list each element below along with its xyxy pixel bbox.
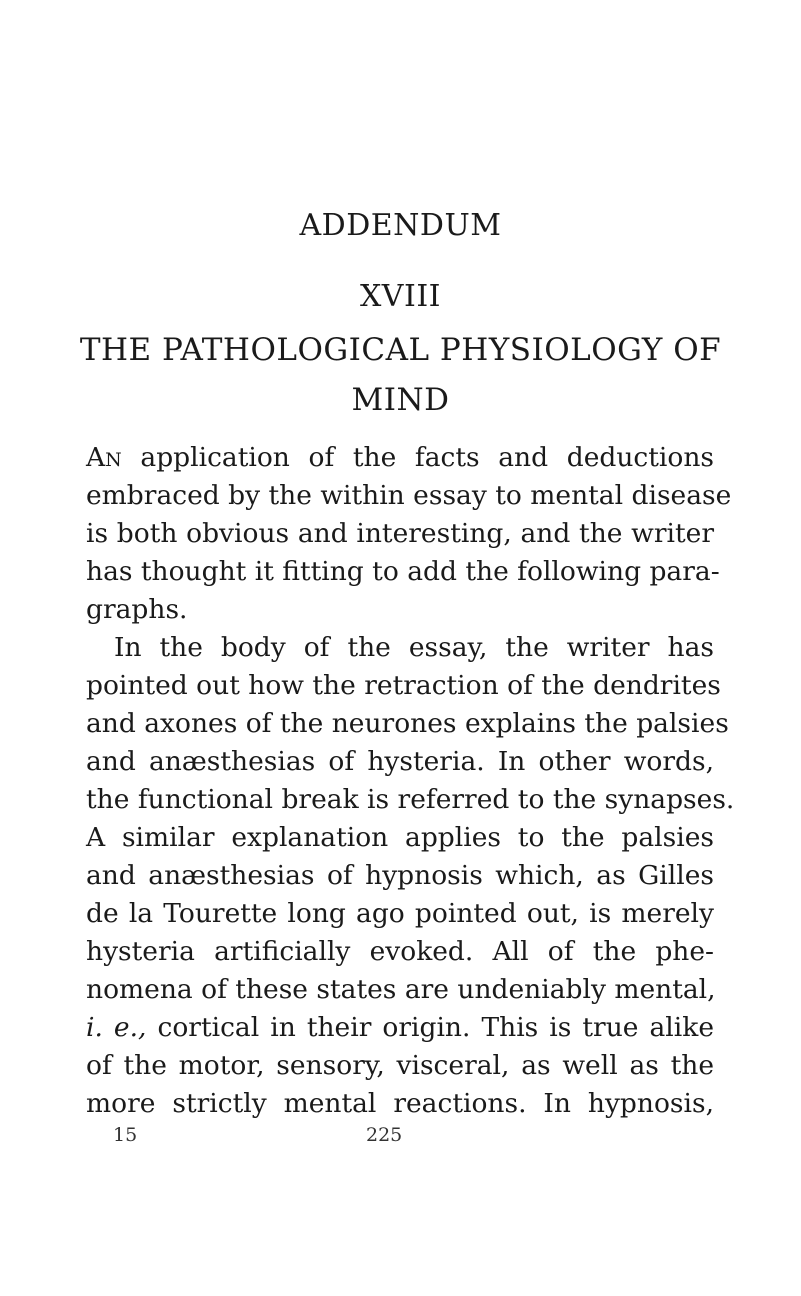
- paragraph-2-line: the functional break is referred to the synapses.: [86, 784, 735, 815]
- signature-mark: 15: [113, 1124, 138, 1146]
- paragraph-1-line: has thought it fitting to add the following para-: [86, 556, 720, 587]
- paragraph-2-line: of the motor, sensory, visceral, as well as the: [86, 1050, 714, 1081]
- paragraph-1-line: embraced by the within essay to mental disease: [86, 480, 732, 511]
- paragraph-1-line: is both obvious and interesting, and the writer: [86, 518, 714, 549]
- paragraph-2-line: nomena of these states are undeniably mental,: [86, 974, 716, 1005]
- paragraph-1-line-1-text: application of the facts and deductions: [121, 442, 714, 473]
- paragraph-2-line: pointed out how the retraction of the dendrites: [86, 670, 721, 701]
- paragraph-2-line: and anæsthesias of hysteria. In other words,: [86, 746, 714, 777]
- page-number: 225: [366, 1124, 403, 1146]
- paragraph-2-line: and anæsthesias of hypnosis which, as Gilles: [86, 860, 714, 891]
- paragraph-2-line-text: cortical in their origin. This is true alike: [146, 1012, 714, 1043]
- chapter-title-line-1: THE PATHOLOGICAL PHYSIOLOGY OF: [79, 332, 722, 368]
- chapter-title-line-2: MIND: [351, 382, 450, 418]
- italic-abbreviation: i. e.,: [86, 1012, 147, 1043]
- paragraph-2-line: de la Tourette long ago pointed out, is merely: [86, 898, 714, 929]
- paragraph-2-line-abbrev: [86, 1010, 714, 1046]
- paragraph-2-line: and axones of the neurones explains the palsies: [86, 708, 729, 739]
- paragraph-1-line: graphs.: [86, 594, 188, 625]
- paragraph-2-line: more strictly mental reactions. In hypnosis,: [86, 1088, 714, 1119]
- paragraph-2-line: hysteria artificially evoked. All of the phe-: [86, 936, 714, 967]
- section-heading: ADDENDUM: [299, 208, 502, 243]
- paragraph-2-line: In the body of the essay, the writer has: [114, 632, 714, 663]
- paragraph-1-line-1: [86, 440, 714, 476]
- chapter-numeral: XVIII: [359, 279, 442, 314]
- paragraph-2-line: A similar explanation applies to the palsies: [86, 822, 714, 853]
- opening-word: An: [86, 442, 122, 473]
